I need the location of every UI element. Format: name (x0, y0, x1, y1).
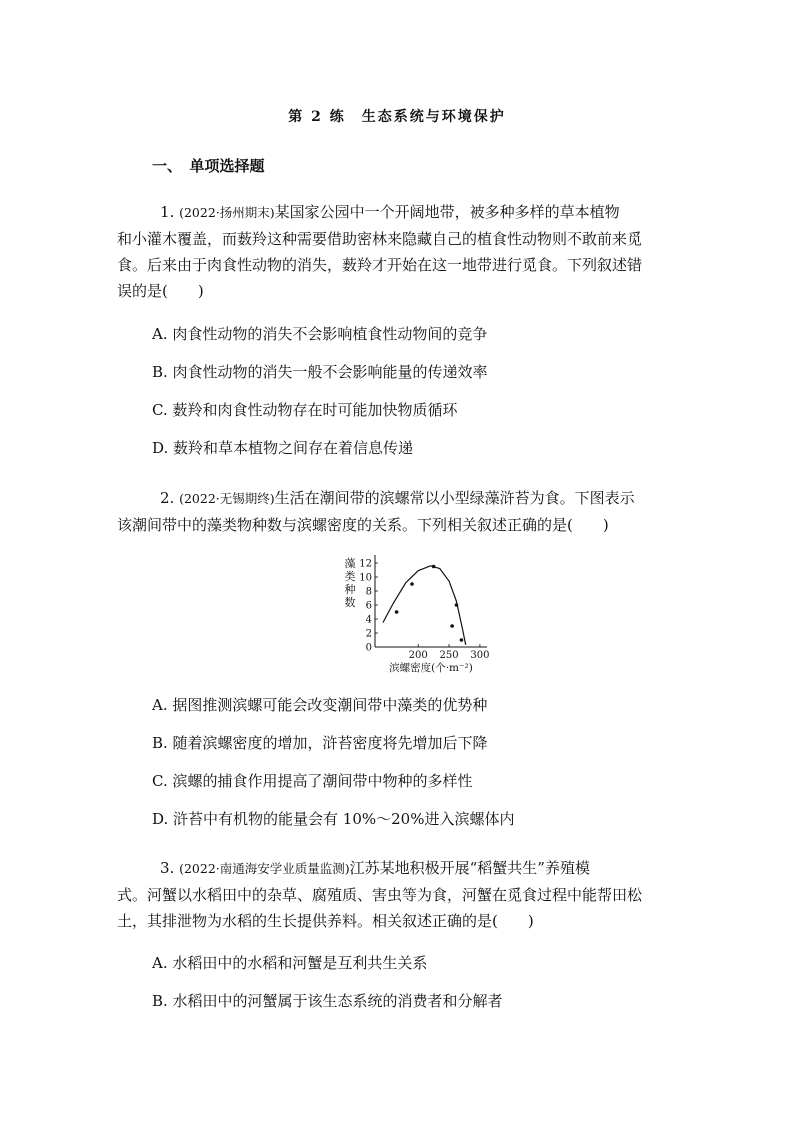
question-3-stem (117, 855, 682, 934)
x-tick-label: 250 (439, 650, 459, 661)
data-point (432, 565, 436, 569)
y-axis-label-char: 类 (344, 570, 356, 583)
y-tick-label: 12 (359, 558, 372, 570)
section-heading: 一、 单项选择题 (152, 157, 265, 175)
option-b[interactable]: B. 水稻田中的河蟹属于该生态系统的消费者和分解者 (152, 992, 503, 1010)
data-point (410, 582, 414, 586)
option-b[interactable]: B. 肉食性动物的消失一般不会影响能量的传递效率 (152, 363, 488, 381)
y-tick-label: 10 (359, 572, 372, 584)
trend-curve (383, 566, 466, 645)
stem-text: 和小灌木覆盖，而薮羚这种需要借助密林来隐藏自己的植食性动物则不敢前来觅 (117, 230, 643, 248)
stem-text: 生活在潮间带的滨螺常以小型绿藻浒苔为食。下图表示 (274, 489, 635, 507)
question-1-stem (117, 199, 682, 304)
question-source: (2022·无锡期终) (179, 491, 275, 506)
y-tick-label: 6 (365, 600, 372, 612)
x-tick-label: 200 (408, 650, 428, 661)
page-title: 第 2 练 生态系统与环境保护 (288, 109, 506, 125)
question-number: 1. (160, 203, 175, 221)
y-axis-label-char: 种 (344, 583, 356, 596)
question-number: 3. (160, 859, 175, 877)
y-axis-label-char: 藻 (344, 557, 356, 570)
stem-text: 土，其排泄物为水稻的生长提供养料。相关叙述正确的是( ) (117, 912, 534, 930)
option-a[interactable]: A. 据图推测滨螺可能会改变潮间带中藻类的优势种 (152, 696, 488, 714)
option-d[interactable]: D. 浒苔中有机物的能量会有 10%～20%进入滨螺体内 (152, 810, 515, 828)
question-2-stem (117, 485, 682, 538)
y-tick-label: 2 (365, 628, 372, 640)
y-tick-label: 0 (365, 642, 372, 654)
option-c[interactable]: C. 薮羚和肉食性动物存在时可能加快物质循环 (152, 401, 458, 419)
stem-text: 式。河蟹以水稻田中的杂草、腐殖质、害虫等为食，河蟹在觅食过程中能帮田松 (117, 886, 643, 904)
data-point (460, 638, 464, 642)
data-point (455, 603, 459, 607)
option-a[interactable]: A. 水稻田中的水稻和河蟹是互利共生关系 (152, 954, 428, 972)
option-d[interactable]: D. 薮羚和草本植物之间存在着信息传递 (152, 439, 414, 457)
x-tick-label: 300 (470, 650, 490, 661)
data-point (395, 610, 399, 614)
y-axis-label-char: 数 (344, 596, 356, 609)
option-c[interactable]: C. 滨螺的捕食作用提高了潮间带中物种的多样性 (152, 772, 473, 790)
stem-text: 江苏某地积极开展“稻蟹共生”养殖模 (349, 859, 590, 877)
question-source: (2022·扬州期末) (179, 205, 275, 220)
question-number: 2. (160, 489, 175, 507)
y-tick-label: 4 (365, 614, 372, 626)
y-tick-label: 8 (365, 586, 372, 598)
x-axis-label: 滨螺密度(个·m⁻²) (389, 662, 473, 674)
data-point (450, 624, 454, 628)
stem-text: 食。后来由于肉食性动物的消失，薮羚才开始在这一地带进行觅食。下列叙述错 (117, 256, 643, 274)
option-a[interactable]: A. 肉食性动物的消失不会影响植食性动物间的竞争 (152, 325, 488, 343)
algae-species-chart (330, 555, 490, 675)
option-b[interactable]: B. 随着滨螺密度的增加，浒苔密度将先增加后下降 (152, 734, 488, 752)
stem-text: 误的是( ) (117, 282, 204, 300)
stem-text: 某国家公园中一个开阔地带，被多种多样的草本植物 (274, 203, 620, 221)
question-source: (2022·南通海安学业质量监测) (179, 861, 350, 876)
stem-text: 该潮间带中的藻类物种数与滨螺密度的关系。下列相关叙述正确的是( ) (117, 516, 609, 534)
